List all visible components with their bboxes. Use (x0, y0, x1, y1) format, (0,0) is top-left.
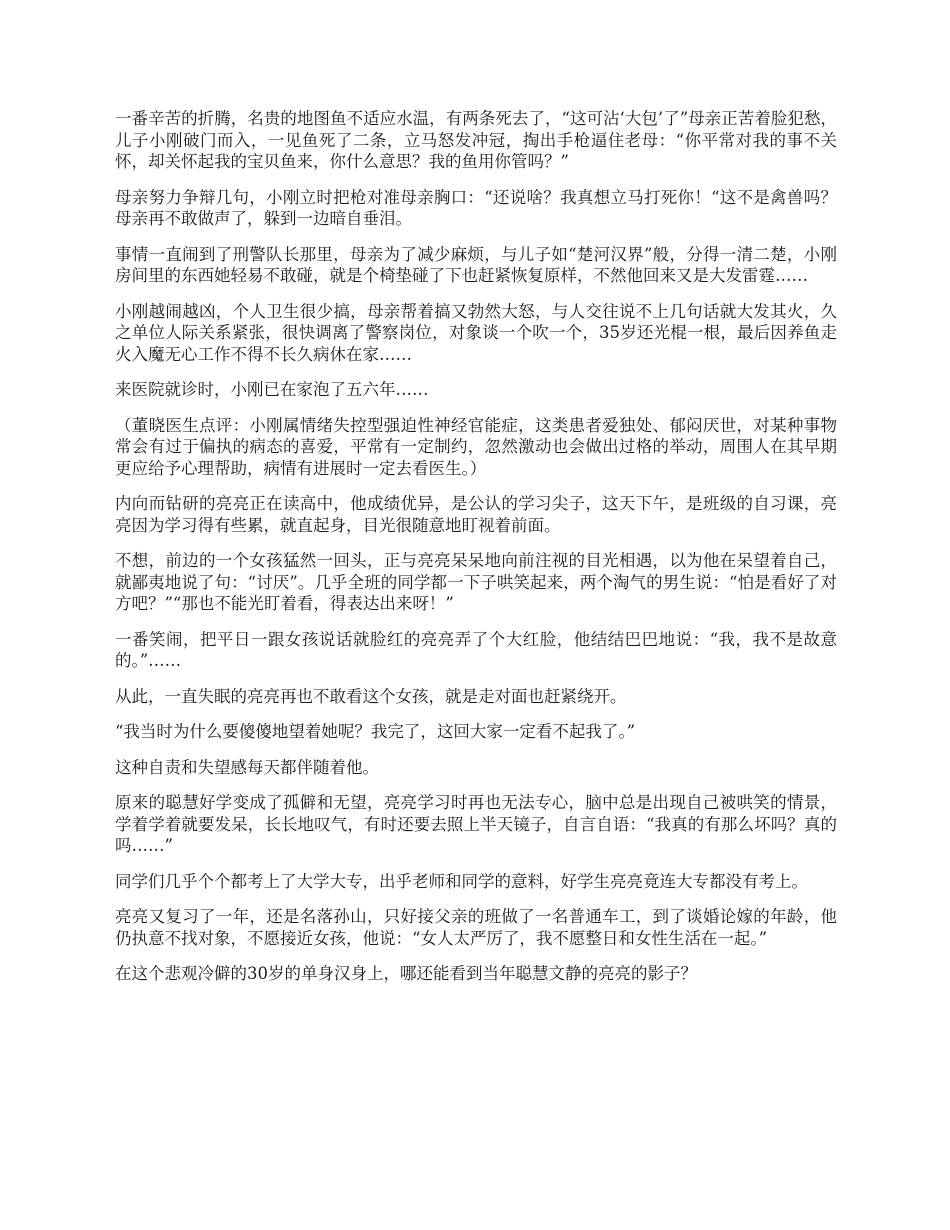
paragraph: 一番辛苦的折腾，名贵的地图鱼不适应水温，有两条死去了，“这可沾‘大包’了”母亲正苦着脸犯愁，儿子小刚破门而入，一见鱼死了二条，立马怒发冲冠，掏出手枪逼住老母：“你平常对我的事不关怀，却关怀起我的宝贝鱼来，你什么意思？我的鱼用你管吗？” (115, 109, 837, 171)
paragraph: 原来的聪慧好学变成了孤僻和无望，亮亮学习时再也无法专心，脑中总是出现自己被哄笑的情景，学着学着就要发呆，长长地叹气，有时还要去照上半天镜子，自言自语：“我真的有那么坏吗？真的吗……” (115, 793, 837, 855)
paragraph: 这种自责和失望感每天都伴随着他。 (115, 757, 379, 777)
paragraph: 不想，前边的一个女孩猛然一回头，正与亮亮呆呆地向前注视的目光相遇，以为他在呆望着自己，就鄙夷地说了句：“讨厌”。几乎全班的同学都一下子哄笑起来，两个淘气的男生说：“怕是看好了对方吧？”“那也不能光盯着看，得表达出来呀！” (115, 551, 837, 613)
paragraph: 从此，一直失眠的亮亮再也不敢看这个女孩，就是走对面也赶紧绕开。 (115, 686, 627, 706)
document-body (115, 108, 837, 999)
paragraph: 小刚越闹越凶，个人卫生很少搞，母亲帮着搞又勃然大怒，与人交往说不上几句话就大发其火，久之单位人际关系紧张，很快调离了警察岗位，对象谈一个吹一个，35岁还光棍一根，最后因养鱼走火入魔无心工作不得不长久病休在家…… (115, 301, 837, 364)
paragraph: 来医院就诊时，小刚已在家泡了五六年…… (115, 380, 429, 399)
paragraph: 亮亮又复习了一年，还是名落孙山，只好接父亲的班做了一名普通车工，到了谈婚论嫁的年龄，他仍执意不找对象，不愿接近女孩，他说：“女人太严厉了，我不愿整日和女性生活在一起。” (115, 907, 837, 948)
paragraph: 一番笑闹，把平日一跟女孩说话就脸红的亮亮弄了个大红脸，他结结巴巴地说：“我，我不是故意的。”…… (115, 629, 837, 670)
paragraph: （董晓医生点评：小刚属情绪失控型强迫性神经官能症，这类患者爱独处、郁闷厌世，对某种事物常会有过于偏执的病态的喜爱，平常有一定制约，忽然激动也会做出过格的举动，周围人在其早期更应给予心理帮助，病情有进展时一定去看医生。） (115, 415, 837, 478)
paragraph: “我当时为什么要傻傻地望着她呢？我完了，这回大家一定看不起我了。” (115, 722, 636, 741)
paragraph: 内向而钻研的亮亮正在读高中，他成绩优异，是公认的学习尖子，这天下午，是班级的自习课，亮亮因为学习得有些累，就直起身，目光很随意地盯视着前面。 (115, 494, 837, 535)
paragraph: 同学们几乎个个都考上了大学大专，出乎老师和同学的意料，好学生亮亮竟连大专都没有考上。 (115, 871, 808, 891)
paragraph: 事情一直闹到了刑警队长那里，母亲为了减少麻烦，与儿子如“楚河汉界”般，分得一清二楚，小刚房间里的东西她轻易不敢碰，就是个椅垫碰了下也赶紧恢复原样，不然他回来又是大发雷霆…… (115, 244, 837, 285)
paragraph: 在这个悲观冷僻的30岁的单身汉身上，哪还能看到当年聪慧文静的亮亮的影子？ (115, 964, 697, 983)
paragraph: 母亲努力争辩几句，小刚立时把枪对准母亲胸口：“还说啥？我真想立马打死你！“这不是禽兽吗？母亲再不敢做声了，躲到一边暗自垂泪。 (115, 187, 837, 228)
